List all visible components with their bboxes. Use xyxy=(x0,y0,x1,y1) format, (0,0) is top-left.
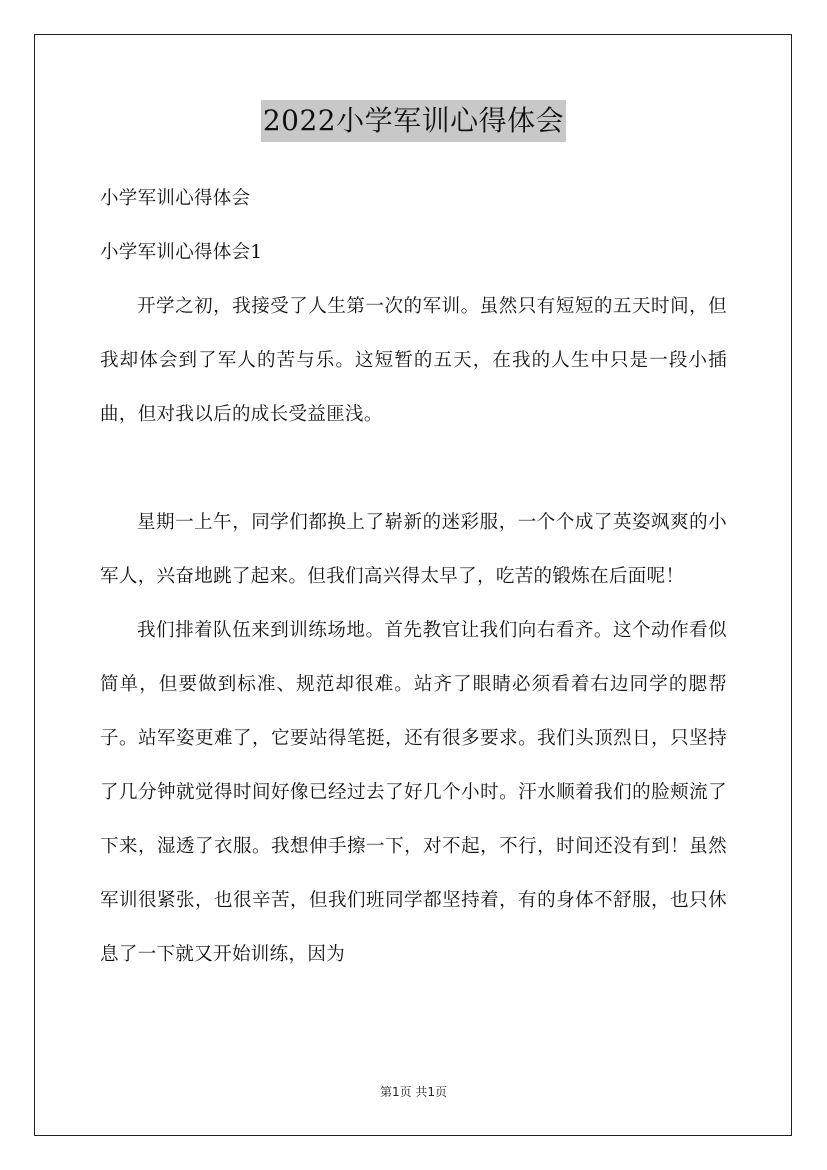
heading: 小学军训心得体会 xyxy=(100,188,251,209)
document-title: 2022小学军训心得体会 xyxy=(261,100,566,142)
document-body xyxy=(100,172,727,982)
paragraph-gap xyxy=(100,442,727,496)
title-container xyxy=(0,100,827,142)
paragraph-2: 星期一上午，同学们都换上了崭新的迷彩服，一个个成了英姿飒爽的小军人，兴奋地跳了起来。但我们高兴得太早了，吃苦的锻炼在后面呢！ xyxy=(100,512,727,587)
paragraph-3: 我们排着队伍来到训练场地。首先教官让我们向右看齐。这个动作看似简单，但要做到标准、规范却很难。站齐了眼睛必须看着右边同学的腮帮子。站军姿更难了，它要站得笔挺，还有很多要求。我们头顶烈日，只坚持了几分钟就觉得时间好像已经过去了好几个小时。汗水顺着我们的脸颊流了下来，湿透了衣服。我想伸手擦一下，对不起，不行，时间还没有到！虽然军训很紧张，也很辛苦，但我们班同学都坚持着，有的身体不舒服，也只休息了一下就又开始训练，因为 xyxy=(100,620,727,965)
subheading: 小学军训心得体会1 xyxy=(100,242,263,263)
paragraph-1: 开学之初，我接受了人生第一次的军训。虽然只有短短的五天时间，但我却体会到了军人的苦与乐。这短暂的五天，在我的人生中只是一段小插曲，但对我以后的成长受益匪浅。 xyxy=(100,296,727,425)
page-footer: 第1页 共1页 xyxy=(379,1085,448,1099)
